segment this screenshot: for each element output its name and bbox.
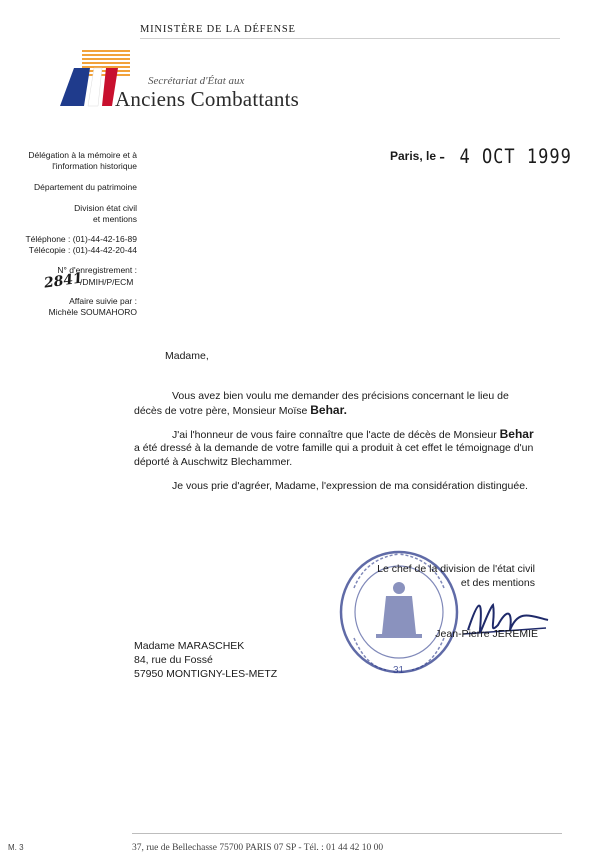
recipient-street: 84, rue du Fossé [134, 654, 213, 666]
delegation-block [0, 150, 137, 172]
header-divider [140, 38, 560, 39]
signatory-name: Jean-Pierre JEREMIE [435, 628, 538, 640]
ministry-title: MINISTÈRE DE LA DÉFENSE [140, 24, 296, 35]
flag-blue-shape [60, 68, 90, 106]
division-line-1: Division état civil [74, 203, 137, 213]
seal-number: 31 [393, 665, 405, 676]
division-line-2: et mentions [93, 214, 137, 224]
followed-by-name: Michèle SOUMAHORO [48, 307, 137, 317]
paragraph-2-text: J'ai l'honneur de vous faire connaître que l'acte de décès de Monsieur [172, 429, 497, 441]
salutation: Madame, [165, 350, 209, 362]
form-code: M. 3 [8, 843, 24, 852]
signatory-title-line-2: et des mentions [460, 577, 535, 589]
telecopie: Télécopie : (01)-44-42-20-44 [28, 245, 137, 255]
paragraph-2-line-2: a été dressé à la demande de votre famille qui a produit à cet effet le témoignage d'un [134, 442, 534, 454]
paragraph-2-line-3: déporté à Auschwitz Blechammer. [134, 456, 293, 468]
followed-by-label: Affaire suivie par : [69, 296, 137, 306]
surname-behar-2: Behar [499, 427, 534, 441]
paragraph-1-line-1: Vous avez bien voulu me demander des précisions concernant le lieu de [172, 390, 509, 402]
delegation-line-2: l'information historique [52, 161, 137, 171]
date-stamp: - 4 OCT 1999 [437, 145, 572, 169]
division-block [0, 203, 137, 225]
registration-ref: /DMIH/P/ECM [80, 277, 134, 287]
handwritten-signature [458, 590, 553, 650]
footer-address: 37, rue de Bellechasse 75700 PARIS 07 SP - Tél. : 01 44 42 10 00 [132, 843, 384, 853]
footer-divider [132, 833, 562, 834]
delegation-line-1: Délégation à la mémoire et à [28, 150, 137, 160]
recipient-name: Madame MARASCHEK [134, 640, 245, 652]
date-place: Paris, le [390, 149, 437, 163]
paragraph-3: Je vous prie d'agréer, Madame, l'expression de ma considération distinguée. [172, 480, 528, 492]
paragraph-1-line-2 [134, 403, 347, 418]
flag-white-shape [88, 68, 102, 106]
paragraph-2-line-1 [172, 427, 534, 442]
registration-handwritten: 2841 [43, 270, 84, 292]
registration-label: N° d'enregistrement : [57, 265, 137, 275]
secretariat-label: Secrétariat d'État aux [148, 75, 245, 87]
surname-behar: Behar. [310, 403, 347, 417]
departement-label: Département du patrimoine [33, 182, 137, 192]
signatory-title-line-1: Le chef de la division de l'état civil [377, 563, 535, 575]
department-title: Anciens Combattants [115, 87, 300, 111]
paragraph-1-text: décès de votre père, Monsieur Moïse [134, 405, 308, 417]
recipient-city: 57950 MONTIGNY-LES-METZ [134, 668, 278, 680]
telephone: Téléphone : (01)-44-42-16-89 [25, 234, 137, 244]
